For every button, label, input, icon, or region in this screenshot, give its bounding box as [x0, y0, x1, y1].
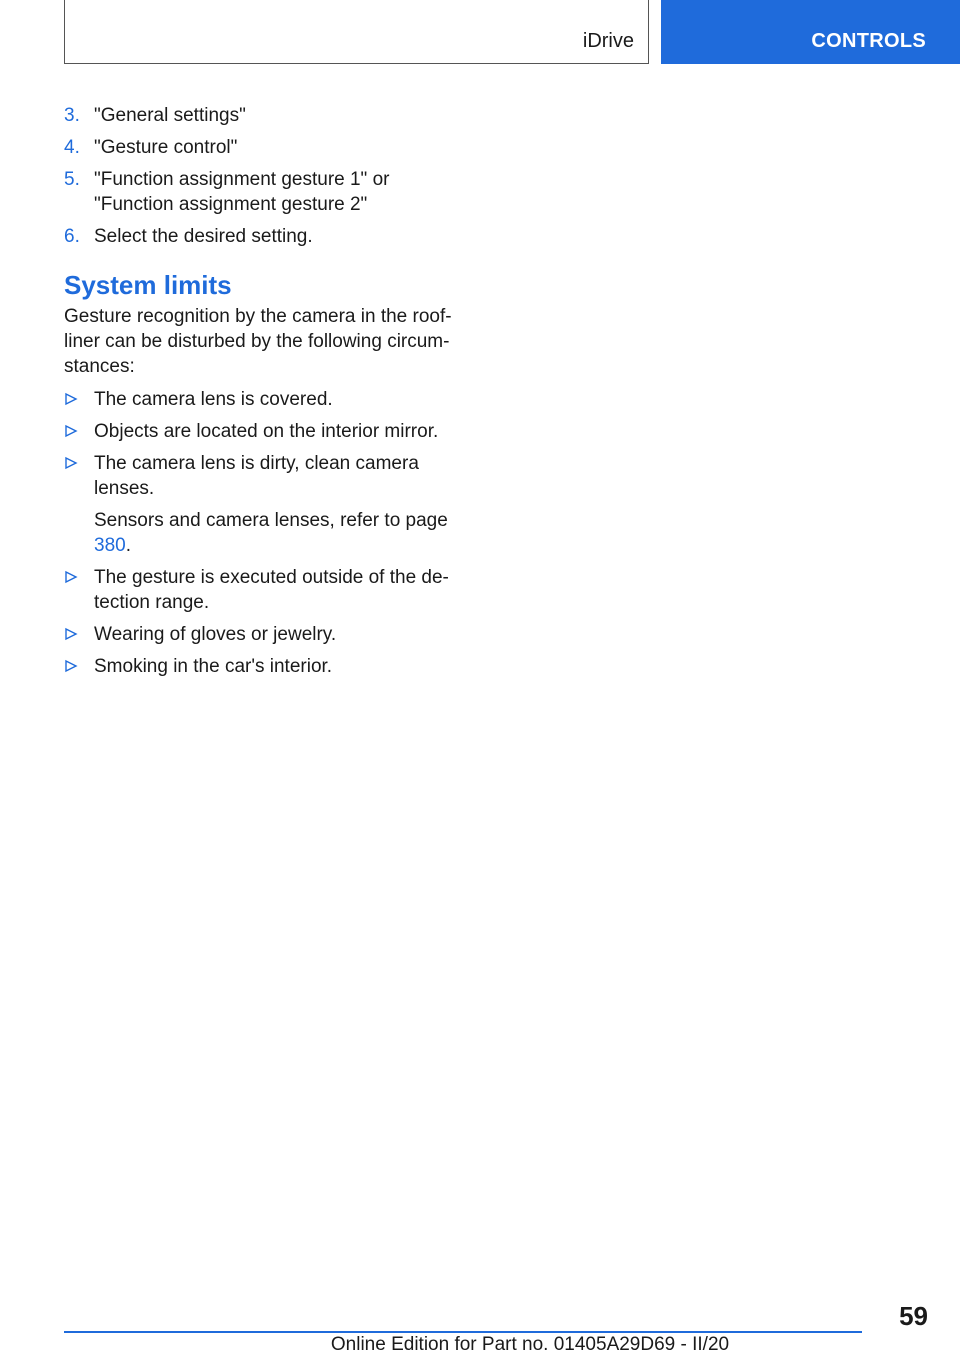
step-number: 4. — [64, 137, 80, 158]
step-item — [64, 103, 464, 128]
step-number: 5. — [64, 169, 80, 190]
list-item-text: Wearing of gloves or jewelry. — [94, 624, 337, 645]
reference-suffix: . — [125, 535, 131, 556]
triangle-bullet-icon — [64, 570, 78, 584]
header-chapter-tab — [661, 0, 960, 64]
footer-edition: Online Edition for Part no. 01405A29D69 - II/20 — [330, 1334, 730, 1355]
step-number: 6. — [64, 226, 80, 247]
list-item-text: The camera lens is dirty, clean camera lenses. — [94, 453, 419, 499]
list-item — [64, 654, 464, 679]
page-link[interactable]: 380 — [94, 535, 126, 556]
header-section-box — [64, 0, 649, 64]
triangle-bullet-icon — [64, 627, 78, 641]
triangle-bullet-icon — [64, 659, 78, 673]
step-text: Select the desired setting. — [94, 226, 313, 247]
triangle-bullet-icon — [64, 424, 78, 438]
list-item — [64, 419, 464, 444]
triangle-bullet-icon — [64, 392, 78, 406]
list-item-text: Smoking in the car's interior. — [94, 656, 333, 677]
section-intro: Gesture recognition by the camera in the roof-liner can be disturbed by the following circum-stances: — [64, 306, 452, 377]
list-item — [64, 622, 464, 647]
triangle-bullet-icon — [64, 456, 78, 470]
step-item — [64, 167, 464, 217]
section-heading: System limits — [64, 270, 232, 300]
page-number: 59 — [899, 1301, 928, 1331]
step-text: "General settings" — [94, 105, 246, 126]
page-content — [64, 103, 464, 686]
list-item — [64, 387, 464, 412]
header-chapter-title: CONTROLS — [811, 30, 926, 52]
step-number: 3. — [64, 105, 80, 126]
footer-divider — [64, 1331, 862, 1333]
header-section-title: iDrive — [582, 30, 634, 52]
page-reference — [94, 508, 464, 558]
step-item — [64, 135, 464, 160]
step-text: "Gesture control" — [94, 137, 238, 158]
step-item — [64, 224, 464, 249]
list-item — [64, 451, 464, 558]
list-item-text: The camera lens is covered. — [94, 389, 333, 410]
step-text: "Function assignment gesture 1" or "Function assignment gesture 2" — [94, 169, 390, 215]
list-item-text: The gesture is executed outside of the de-tection range. — [94, 567, 449, 613]
reference-text: Sensors and camera lenses, refer to page — [94, 510, 448, 531]
list-item — [64, 565, 464, 615]
list-item-text: Objects are located on the interior mirror. — [94, 421, 439, 442]
